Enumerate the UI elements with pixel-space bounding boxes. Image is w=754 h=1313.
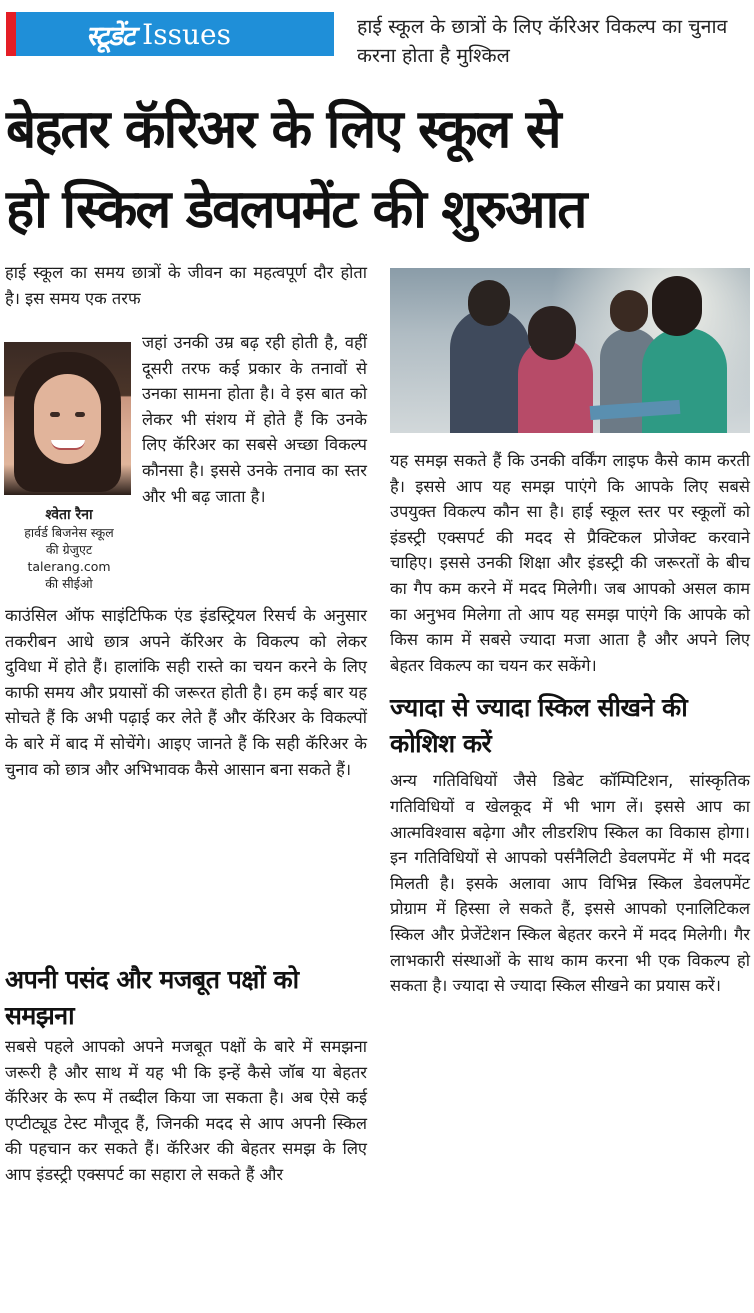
caption-name: श्वेता रैना bbox=[45, 507, 93, 523]
caption-line-3: talerang.com bbox=[27, 559, 111, 574]
student-figure bbox=[642, 328, 727, 433]
intro-paragraph-side: जहां उनकी उम्र बढ़ रही होती है, वहीं दूसरी तरफ कई प्रकार के तनावों से उनका सामना होता है। वे इस बात को लेकर भी संशय में होते हैं कि उनके लिए कॅरिअर का सबसे अच्छा विकल्प कौनसा है। इससे उनके तनाव का स्तर और भी बढ़ जाता है। bbox=[142, 333, 367, 506]
right-column bbox=[390, 448, 750, 999]
headline-line-2: हो स्किल डेवलपमेंट की शुरुआत bbox=[6, 179, 586, 240]
masthead-banner bbox=[16, 12, 334, 56]
masthead-red-bar bbox=[6, 12, 16, 56]
left-subheading: अपनी पसंद और मजबूत पक्षों को समझना bbox=[5, 965, 299, 1030]
caption-line-2: की ग्रेजुएट bbox=[45, 542, 93, 557]
intro-paragraph-top: हाई स्कूल का समय छात्रों के जीवन का महत्वपूर्ण दौर होता है। इस समय एक तरफ bbox=[5, 263, 367, 308]
author-photo-smile bbox=[51, 440, 85, 450]
caption-line-4: की सीईओ bbox=[45, 576, 93, 591]
author-photo-face bbox=[34, 374, 101, 464]
masthead-brand: स्टूडेंट bbox=[86, 20, 135, 52]
left-paragraph-3: सबसे पहले आपको अपने मजबूत पक्षों के बारे में समझना जरूरी है और साथ में यह भी कि इन्हें कैसे जॉब या बेहतर कॅरिअर के रूप में तब्दील किया जा सकता है। अब ऐसे कई एप्टीट्यूड टेस्ट मौजूद हैं, जिनकी मदद से आप अपनी स्किल की पहचान कर सकते हैं। कॅरिअर की बेहतर समझ के लिए आप इंडस्ट्री एक्सपर्ट का सहारा ले सकते हैं और bbox=[5, 1037, 367, 1184]
author-photo-eye bbox=[50, 412, 60, 417]
photo-caption bbox=[4, 507, 134, 592]
headline bbox=[6, 90, 751, 250]
author-photo bbox=[4, 342, 131, 495]
right-paragraph-1: यह समझ सकते हैं कि उनकी वर्किंग लाइफ कैसे काम करती है। इससे आप यह समझ पाएंगे कि आपके लिए सबसे उपयुक्त विकल्प कौन सा है। हाई स्कूल स्तर पर स्कूलों को इंडस्ट्री एक्सपर्ट की मदद से प्रैक्टिकल प्रोजेक्ट करवाने चाहिए। इससे उनकी शिक्षा और इंडस्ट्री की जरूरतों के बीच का गैप कम करने में मदद मिलेगी। जब आपको असल काम का अनुभव मिलेगा तो आप यह समझ पाएंगे कि आपके को किस काम में सबसे ज्यादा मजा आता है और अपने लिए बेहतर विकल्प का चयन कर सकेंगे। bbox=[390, 451, 750, 675]
intro-paragraph-bottom: काउंसिल ऑफ साइंटिफिक एंड इंडस्ट्रियल रिसर्च के अनुसार तकरीबन आधे छात्र अपने कॅरिअर के विकल्प को लेकर दुविधा में होते हैं। हालांकि सही रास्ते का चयन करने के लिए काफी समय और प्रयासों की जरूरत होती है। हम कई बार यह सोचते हैं कि अभी पढ़ाई कर लेते हैं और कॅरिअर के विकल्पों के बारे में बाद में सोचेंगे। आइए जानते हैं कि सही कॅरिअर के चुनाव को छात्र और अभिभावक कैसे आसान बना सकते हैं। bbox=[5, 606, 367, 779]
section-masthead bbox=[6, 12, 334, 56]
student-head bbox=[610, 290, 648, 332]
student-head bbox=[528, 306, 576, 360]
kicker-text: हाई स्कूल के छात्रों के लिए कॅरिअर विकल्प का चुनाव करना होता है मुश्किल bbox=[357, 15, 728, 67]
headline-line-1: बेहतर कॅरिअर के लिए स्कूल से bbox=[6, 99, 560, 160]
right-paragraph-2: अन्य गतिविधियों जैसे डिबेट कॉम्पिटिशन, सांस्कृतिक गतिविधियों व खेलकूद में भी भाग लें। इससे आप का आत्मविश्वास बढ़ेगा और लीडरशिप स्किल का विकास होगा। इन गतिविधियों से आपको पर्सनैलिटी डेवलपमेंट में भी मदद मिलती है। इसके अलावा आप विभिन्न स्किल डेवलपमेंट प्रोग्राम में हिस्सा ले सकते हैं, इससे आपको एनालिटिकल स्किल और प्रेजेंटेशन स्किल बेहतर करने में मदद मिलेगी। गैर लाभकारी संस्थाओं के साथ काम करना भी एक विकल्प हो सकता है। ज्यादा से ज्यादा स्किल सीखने का प्रयास करें। bbox=[390, 771, 750, 996]
caption-line-1: हार्वर्ड बिजनेस स्कूल bbox=[24, 525, 114, 540]
right-subheading: ज्यादा से ज्यादा स्किल सीखने की कोशिश करें bbox=[390, 693, 688, 759]
author-photo-eye bbox=[75, 412, 85, 417]
student-head bbox=[652, 276, 702, 336]
masthead-section: Issues bbox=[142, 17, 231, 51]
student-head bbox=[468, 280, 510, 326]
students-photo bbox=[390, 268, 750, 433]
